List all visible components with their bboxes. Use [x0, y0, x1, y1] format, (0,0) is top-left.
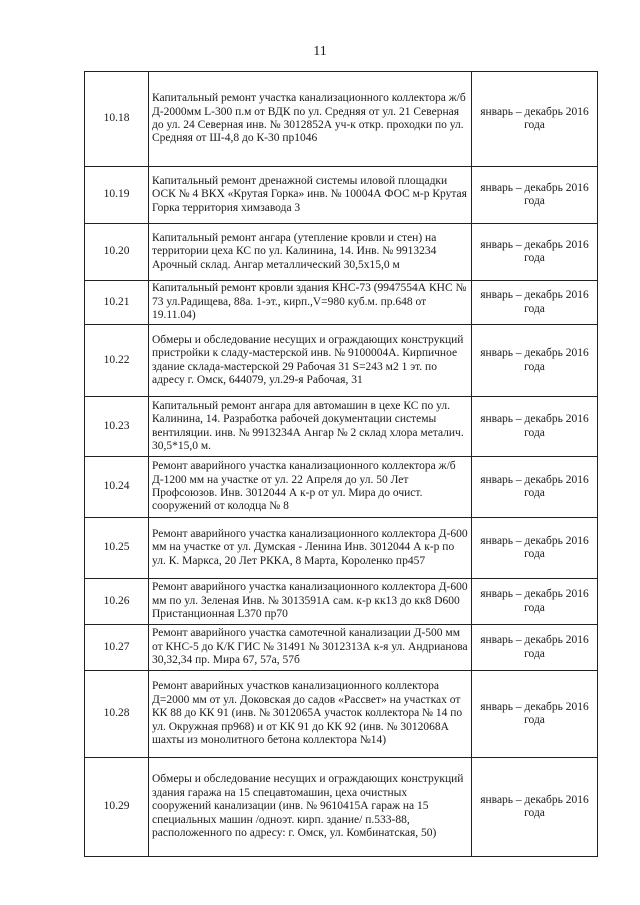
works-table	[84, 71, 598, 857]
work-period: январь – декабрь 2016 года	[472, 167, 598, 224]
table-row	[85, 224, 598, 281]
work-description: Обмеры и обследование несущих и ограждающих конструкций пристройки к сладу-мастерской инв. № 9100004А. Кирпичное здание склада-мастерской 29 Рабочая 31 S=243 м2 1 эт. по адресу г. Омск, 644079, ул.29-я Рабочая, 31	[149, 325, 472, 397]
table-row	[85, 281, 598, 325]
row-number: 10.24	[85, 457, 149, 518]
row-number: 10.18	[85, 72, 149, 167]
table-row	[85, 457, 598, 518]
table-row	[85, 579, 598, 625]
work-period: январь – декабрь 2016 года	[472, 671, 598, 758]
work-description: Ремонт аварийного участка канализационного коллектора Д-600 мм на участке от ул. Думская - Ленина Инв. 3012044 А к-р по ул. К. Маркса, 20 Лет РККА, 8 Марта, Короленко пр457	[149, 518, 472, 579]
table-row	[85, 72, 598, 167]
row-number: 10.29	[85, 758, 149, 857]
row-number: 10.28	[85, 671, 149, 758]
work-description: Обмеры и обследование несущих и ограждающих конструкций здания гаража на 15 спецавтомашин, цеха очистных сооружений канализации (инв. № 9610415А гараж на 15 специальных машин /одноэт. кирп. здание/ п.533-88, расположенного по адресу: г. Омск, ул. Комбинатская, 50)	[149, 758, 472, 857]
work-description: Ремонт аварийного участка канализационного коллектора Д-600 мм по ул. Зеленая Инв. № 3013591А сам. к-р кк13 до кк8 D600 Пристанционная L370 пр70	[149, 579, 472, 625]
work-description: Капитальный ремонт кровли здания КНС-73 (9947554А КНС № 73 ул.Радищева, 88а. 1-эт., кирп.,V=980 куб.м. пр.648 от 19.11.04)	[149, 281, 472, 325]
work-period: январь – декабрь 2016 года	[472, 457, 598, 518]
table-row	[85, 167, 598, 224]
table-row	[85, 625, 598, 671]
row-number: 10.22	[85, 325, 149, 397]
work-period: январь – декабрь 2016 года	[472, 281, 598, 325]
work-period: январь – декабрь 2016 года	[472, 625, 598, 671]
work-description: Капитальный ремонт ангара (утепление кровли и стен) на территории цеха КС по ул. Калинина, 14. Инв. № 9913234 Арочный склад. Ангар металлический 30,5х15,0 м	[149, 224, 472, 281]
row-number: 10.26	[85, 579, 149, 625]
table-row	[85, 518, 598, 579]
work-period: январь – декабрь 2016 года	[472, 518, 598, 579]
work-period: январь – декабрь 2016 года	[472, 325, 598, 397]
page-number: 11	[313, 44, 327, 59]
work-description: Капитальный ремонт ангара для автомашин в цехе КС по ул. Калинина, 14. Разработка рабочей документации системы вентиляции. инв. № 9913234А Ангар № 2 склад хлора металич. 30,5*15,0 м.	[149, 397, 472, 457]
row-number: 10.27	[85, 625, 149, 671]
row-number: 10.23	[85, 397, 149, 457]
work-period: январь – декабрь 2016 года	[472, 397, 598, 457]
work-description: Капитальный ремонт дренажной системы иловой площадки ОСК № 4 ВКХ «Крутая Горка» инв. № 10004А ФОС м-р Крутая Горка территория химзавода 3	[149, 167, 472, 224]
row-number: 10.19	[85, 167, 149, 224]
work-period: январь – декабрь 2016 года	[472, 758, 598, 857]
work-period: январь – декабрь 2016 года	[472, 224, 598, 281]
table-row	[85, 397, 598, 457]
row-number: 10.20	[85, 224, 149, 281]
work-description: Капитальный ремонт участка канализационного коллектора ж/б Д-2000мм L-300 п.м от ВДК по ул. Средняя от ул. 21 Северная до ул. 24 Северная инв. № 3012852А уч-к откр. проходки по ул. Средняя от Ш-4,8 до К-30 пр1046	[149, 72, 472, 167]
work-description: Ремонт аварийного участка канализационного коллектора ж/б Д-1200 мм на участке от ул. 22 Апреля до ул. 50 Лет Профсоюзов. Инв. 3012044 А к-р от ул. Мира до очист. сооружений от колодца № 8	[149, 457, 472, 518]
row-number: 10.25	[85, 518, 149, 579]
table-row	[85, 671, 598, 758]
table-row	[85, 758, 598, 857]
row-number: 10.21	[85, 281, 149, 325]
work-period: январь – декабрь 2016 года	[472, 579, 598, 625]
work-period: январь – декабрь 2016 года	[472, 72, 598, 167]
work-description: Ремонт аварийных участков канализационного коллектора Д=2000 мм от ул. Доковская до садов «Рассвет» на участках от КК 88 до КК 91 (инв. № 3012065А участок коллектора № 14 по ул. Окружная пр968) и от КК 91 до КК 92 (инв. № 3012068А шахты из монолитного бетона коллектора №14)	[149, 671, 472, 758]
work-description: Ремонт аварийного участка самотечной канализации Д-500 мм от КНС-5 до К/К ГИС № 31491 № 3012313А к-я ул. Андрианова 30,32,34 пр. Мира 67, 57а, 57б	[149, 625, 472, 671]
table-row	[85, 325, 598, 397]
